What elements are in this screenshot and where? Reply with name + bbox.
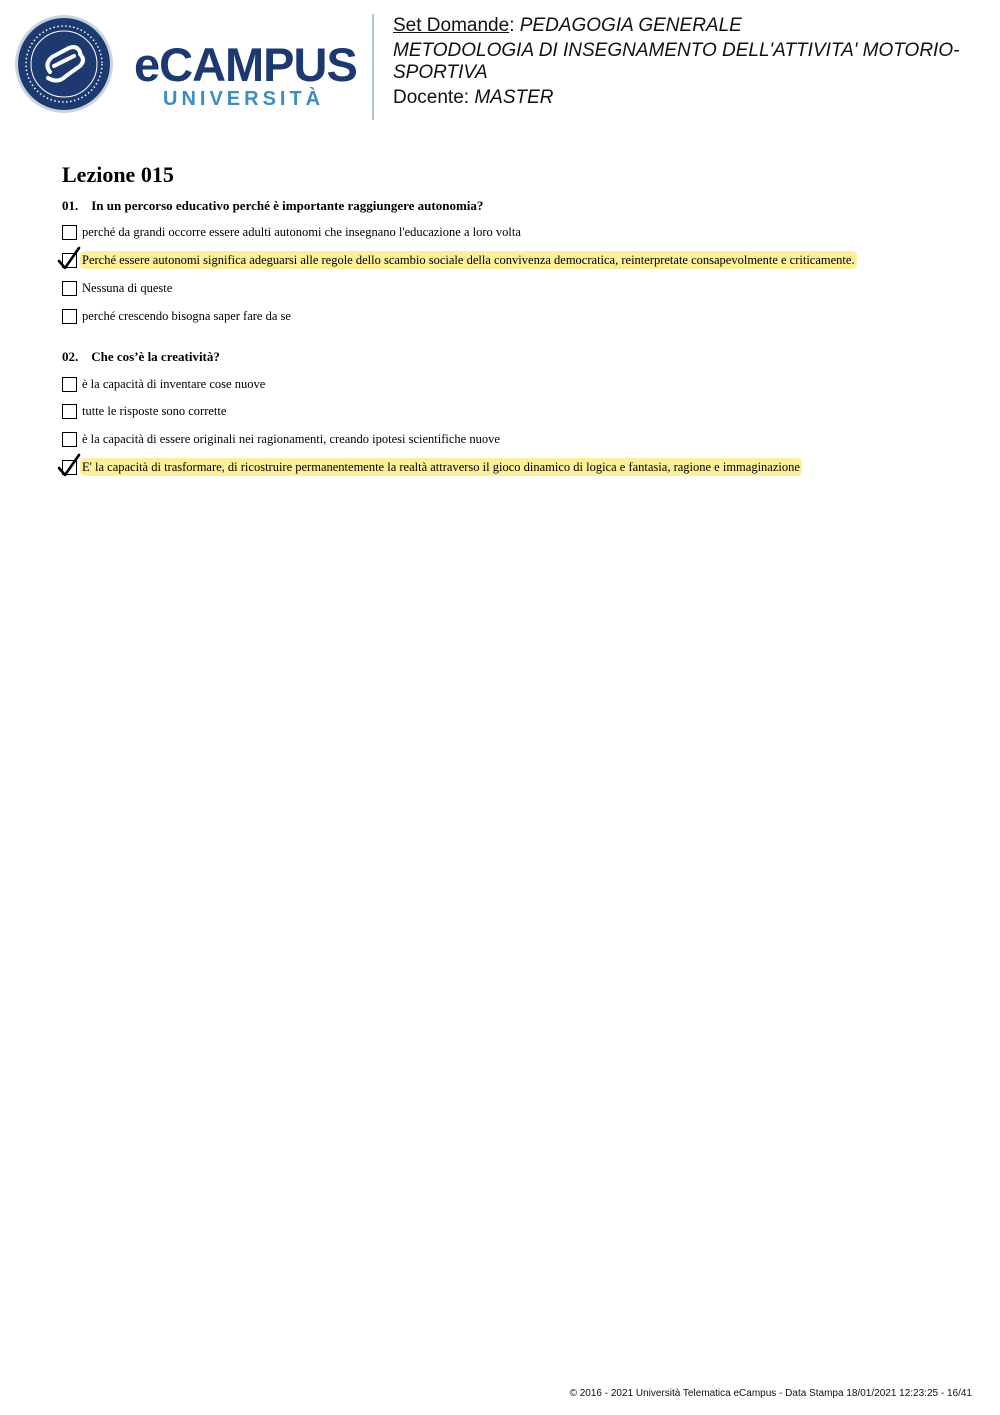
question-number: 02. bbox=[62, 349, 79, 364]
checkbox[interactable] bbox=[62, 377, 77, 392]
lesson-title: Lezione 015 bbox=[62, 162, 174, 187]
checkbox[interactable] bbox=[62, 432, 77, 447]
question-text: Che cos’è la creatività? bbox=[91, 349, 220, 364]
docente-label: Docente: bbox=[393, 87, 470, 108]
set-label: Set Domande bbox=[393, 15, 510, 36]
option-text: tutte le risposte sono corrette bbox=[82, 404, 227, 418]
checkbox[interactable] bbox=[62, 309, 77, 324]
brand-subtitle: UNIVERSITÀ bbox=[163, 88, 325, 110]
course-title: METODOLOGIA DI INSEGNAMENTO DELL'ATTIVITA' MOTORIO-SPORTIVA bbox=[393, 40, 960, 83]
option-text: è la capacità di essere originali nei ragionamenti, creando ipotesi scientifiche nuove bbox=[82, 432, 500, 446]
option-text: è la capacità di inventare cose nuove bbox=[82, 377, 266, 391]
checkbox[interactable] bbox=[62, 281, 77, 296]
subject: PEDAGOGIA GENERALE bbox=[519, 15, 742, 36]
checkbox[interactable] bbox=[62, 225, 77, 240]
document-header: Set Domande: PEDAGOGIA GENERALE METODOLOGIA DI INSEGNAMENTO DELL'ATTIVITA' MOTORIO-SPORTIVA Docente: MASTER bbox=[393, 14, 983, 110]
option-text: perché da grandi occorre essere adulti autonomi che insegnano l'educazione a loro volta bbox=[82, 225, 521, 239]
option-text: perché crescendo bisogna saper fare da se bbox=[82, 309, 291, 323]
page-footer: © 2016 - 2021 Università Telematica eCampus - Data Stampa 18/01/2021 12:23:25 - 16/41 bbox=[569, 1388, 972, 1399]
question-text: In un percorso educativo perché è importante raggiungere autonomia? bbox=[91, 198, 484, 213]
question-title bbox=[62, 198, 483, 214]
header-divider bbox=[372, 14, 374, 120]
option-text: E' la capacità di trasformare, di ricostruire permanentemente la realtà attraverso il gioco dinamico di logica e fantasia, ragione e immaginazione bbox=[82, 460, 800, 474]
option-text: Nessuna di queste bbox=[82, 281, 173, 295]
option-text: Perché essere autonomi significa adeguarsi alle regole dello scambio sociale della convivenza democratica, reinterpretate consapevolmente e criticamente. bbox=[82, 253, 855, 267]
university-seal-icon bbox=[14, 14, 114, 114]
docente-name: MASTER bbox=[474, 87, 554, 108]
ecampus-logo bbox=[14, 14, 359, 116]
brand-name: eCAMPUS bbox=[134, 38, 357, 91]
question-number: 01. bbox=[62, 198, 79, 213]
checkmark-icon bbox=[56, 453, 82, 479]
checkbox[interactable] bbox=[62, 404, 77, 419]
question-title bbox=[62, 349, 220, 365]
checkmark-icon bbox=[56, 246, 82, 272]
